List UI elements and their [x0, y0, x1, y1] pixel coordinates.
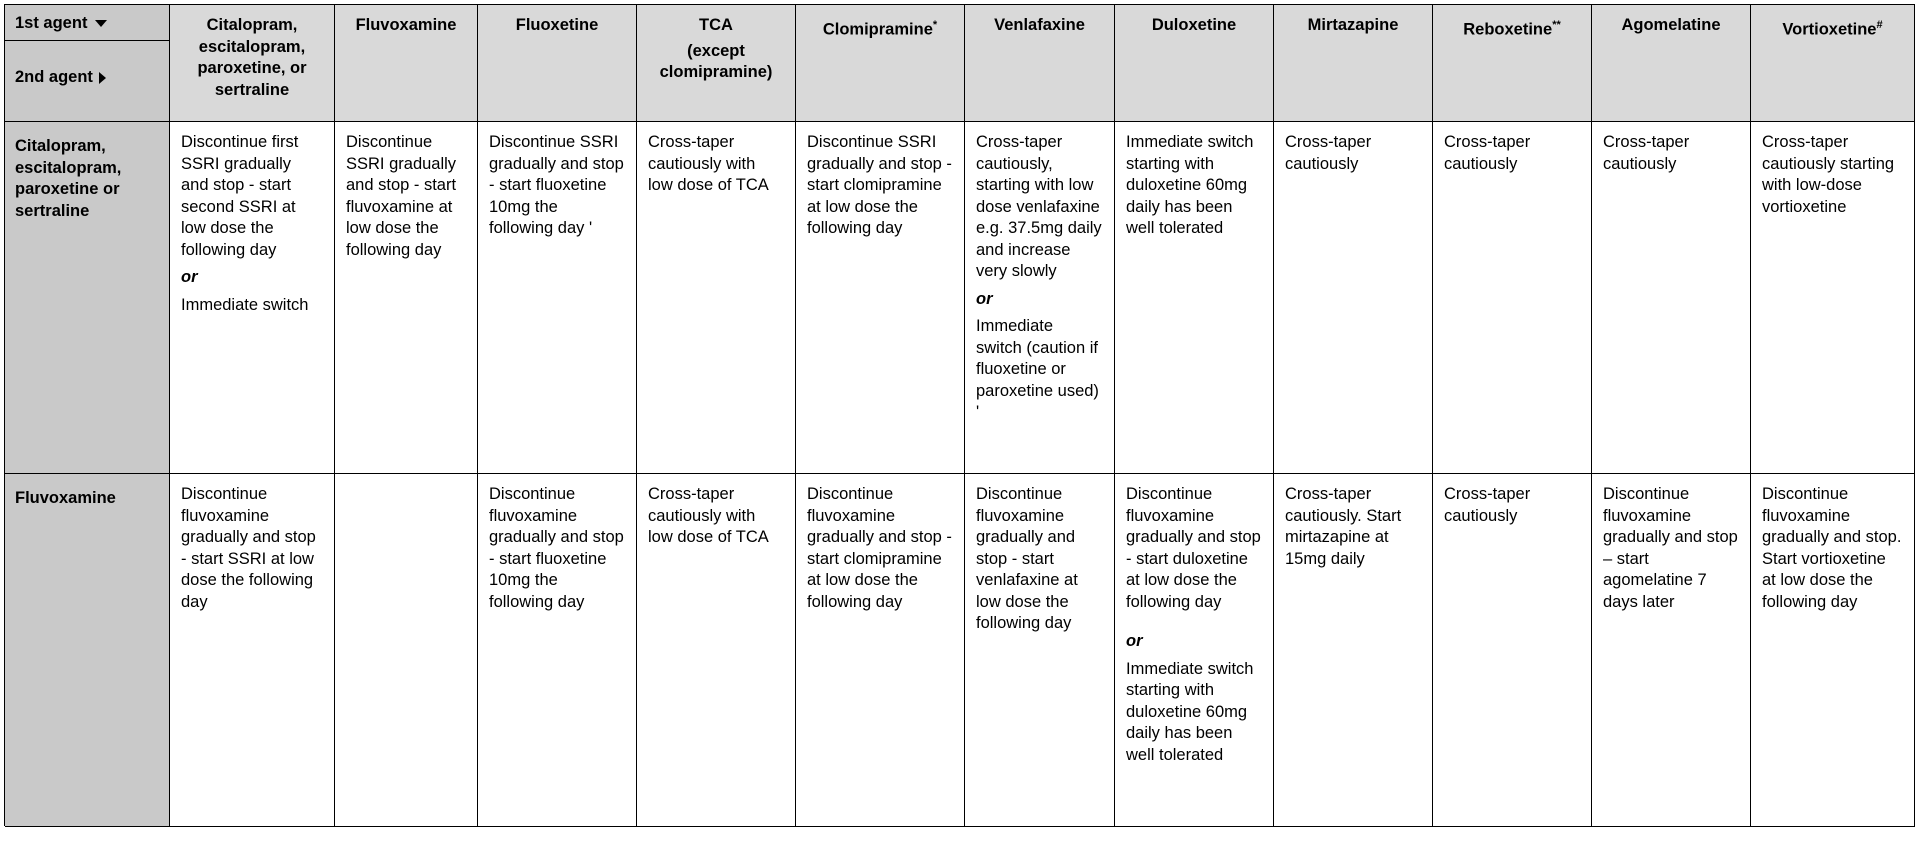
table-cell: [478, 122, 637, 474]
table-cell: [1592, 122, 1751, 474]
col-header-duloxetine: [1115, 5, 1274, 122]
col-header-fluoxetine: [478, 5, 637, 122]
cell-text: Discontinue fluvoxamine gradually and stop - start clomipramine at low dose the following day: [807, 485, 952, 611]
triangle-down-icon: [95, 20, 107, 27]
cell-or: or: [1126, 632, 1143, 650]
table-cell: [1751, 122, 1915, 474]
table-cell: [1433, 474, 1592, 827]
cell-text-alt: Immediate switch (caution if fluoxetine or paroxetine used) ': [976, 317, 1099, 421]
col-header-fluvoxamine: [335, 5, 478, 122]
table-cell: [170, 474, 335, 827]
table-cell-empty: [335, 474, 478, 827]
table-cell: [1592, 474, 1751, 827]
row-header-ssri: [5, 122, 170, 474]
row-header-label: Fluvoxamine: [15, 489, 116, 507]
footnote-mark: *: [932, 19, 938, 31]
table-cell: [1433, 122, 1592, 474]
table-cell: [170, 122, 335, 474]
col-header-label: Venlafaxine: [994, 16, 1085, 34]
cell-text: Cross-taper cautiously, starting with low dose venlafaxine e.g. 37.5mg daily and increase very slowly: [976, 133, 1102, 280]
col-header-label: Duloxetine: [1151, 16, 1237, 34]
first-agent-label: 1st agent: [15, 14, 88, 32]
col-header-label: TCA: [699, 16, 733, 34]
col-header-label: Citalopram, escitalopram, paroxetine, or sertraline: [197, 16, 307, 99]
cell-text: Cross-taper cautiously starting with low-dose vortioxetine: [1762, 133, 1895, 216]
col-header-venlafaxine: [965, 5, 1115, 122]
cell-text-alt: Immediate switch starting with duloxetine 60mg daily has been well tolerated: [1126, 659, 1254, 764]
cell-text: Discontinue fluvoxamine gradually and stop - start venlafaxine at low dose the following day: [976, 485, 1078, 632]
table-cell: [478, 474, 637, 827]
col-header-sub: (except clomipramine): [659, 41, 773, 81]
row-header-label: Citalopram, escitalopram, paroxetine or sertraline: [15, 137, 122, 220]
table-cell: [965, 474, 1115, 827]
triangle-right-icon: [99, 72, 106, 84]
cell-text: Discontinue fluvoxamine gradually and stop - start SSRI at low dose the following day: [181, 485, 316, 611]
col-header-label: Reboxetine: [1463, 20, 1553, 39]
table-cell: [1274, 474, 1433, 827]
col-header-mirtazapine: [1274, 5, 1433, 122]
cell-text-alt: Immediate switch: [181, 295, 309, 314]
switching-table: [4, 4, 1915, 826]
cell-text: Cross-taper cautiously: [1444, 485, 1531, 525]
table-cell: [1751, 474, 1915, 827]
cell-or: or: [976, 289, 993, 308]
table-cell: [796, 122, 965, 474]
cell-text: Discontinue fluvoxamine gradually and stop - start fluoxetine 10mg the following day: [489, 485, 624, 611]
col-header-reboxetine: [1433, 5, 1592, 122]
cell-text: Discontinue fluvoxamine gradually and stop - start duloxetine at low dose the following day: [1126, 485, 1261, 611]
table-cell: [1115, 474, 1274, 827]
footnote-mark: **: [1552, 19, 1561, 31]
cell-text: Immediate switch starting with duloxetine 60mg daily has been well tolerated: [1126, 133, 1254, 237]
col-header-label: Mirtazapine: [1307, 16, 1399, 34]
cell-text: Cross-taper cautiously. Start mirtazapine at 15mg daily: [1285, 485, 1402, 568]
footnote-mark: #: [1876, 19, 1883, 31]
table-cell: [637, 474, 796, 827]
cell-text: Discontinue SSRI gradually and stop - start fluvoxamine at low dose the following day: [346, 133, 457, 259]
cell-text: Cross-taper cautiously with low dose of TCA: [648, 485, 769, 546]
col-header-tca: [637, 5, 796, 122]
table-cell: [1274, 122, 1433, 474]
cell-text: Discontinue fluvoxamine gradually and stop. Start vortioxetine at low dose the following day: [1762, 485, 1902, 611]
cell-text: Cross-taper cautiously: [1603, 133, 1690, 173]
cell-text: Cross-taper cautiously: [1444, 133, 1531, 173]
table-grid: [4, 4, 1915, 826]
table-cell: [796, 474, 965, 827]
col-header-vortioxetine: [1751, 5, 1915, 122]
col-header-ssri: [170, 5, 335, 122]
table-cell: [335, 122, 478, 474]
col-header-clomipramine: [796, 5, 965, 122]
cell-or: or: [181, 268, 198, 286]
second-agent-header: [5, 41, 170, 122]
col-header-label: Fluvoxamine: [355, 16, 457, 34]
cell-text: Cross-taper cautiously: [1285, 133, 1372, 173]
cell-text: Cross-taper cautiously with low dose of TCA: [648, 133, 769, 194]
cell-text: Discontinue SSRI gradually and stop - start fluoxetine 10mg the following day ': [489, 133, 624, 237]
cell-text: Discontinue SSRI gradually and stop - start clomipramine at low dose the following day: [807, 133, 952, 237]
col-header-agomelatine: [1592, 5, 1751, 122]
col-header-label: Clomipramine: [822, 20, 933, 39]
cell-text: Discontinue fluvoxamine gradually and stop – start agomelatine 7 days later: [1603, 485, 1738, 611]
first-agent-header: [5, 5, 170, 41]
second-agent-label: 2nd agent: [15, 68, 93, 86]
table-cell: [1115, 122, 1274, 474]
col-header-label: Fluoxetine: [515, 16, 599, 34]
table-cell: [965, 122, 1115, 474]
table-cell: [637, 122, 796, 474]
cell-text: Discontinue first SSRI gradually and stop - start second SSRI at low dose the following day: [181, 133, 299, 259]
col-header-label: Vortioxetine: [1782, 20, 1877, 39]
row-header-fluvoxamine: [5, 474, 170, 827]
col-header-label: Agomelatine: [1621, 16, 1721, 34]
